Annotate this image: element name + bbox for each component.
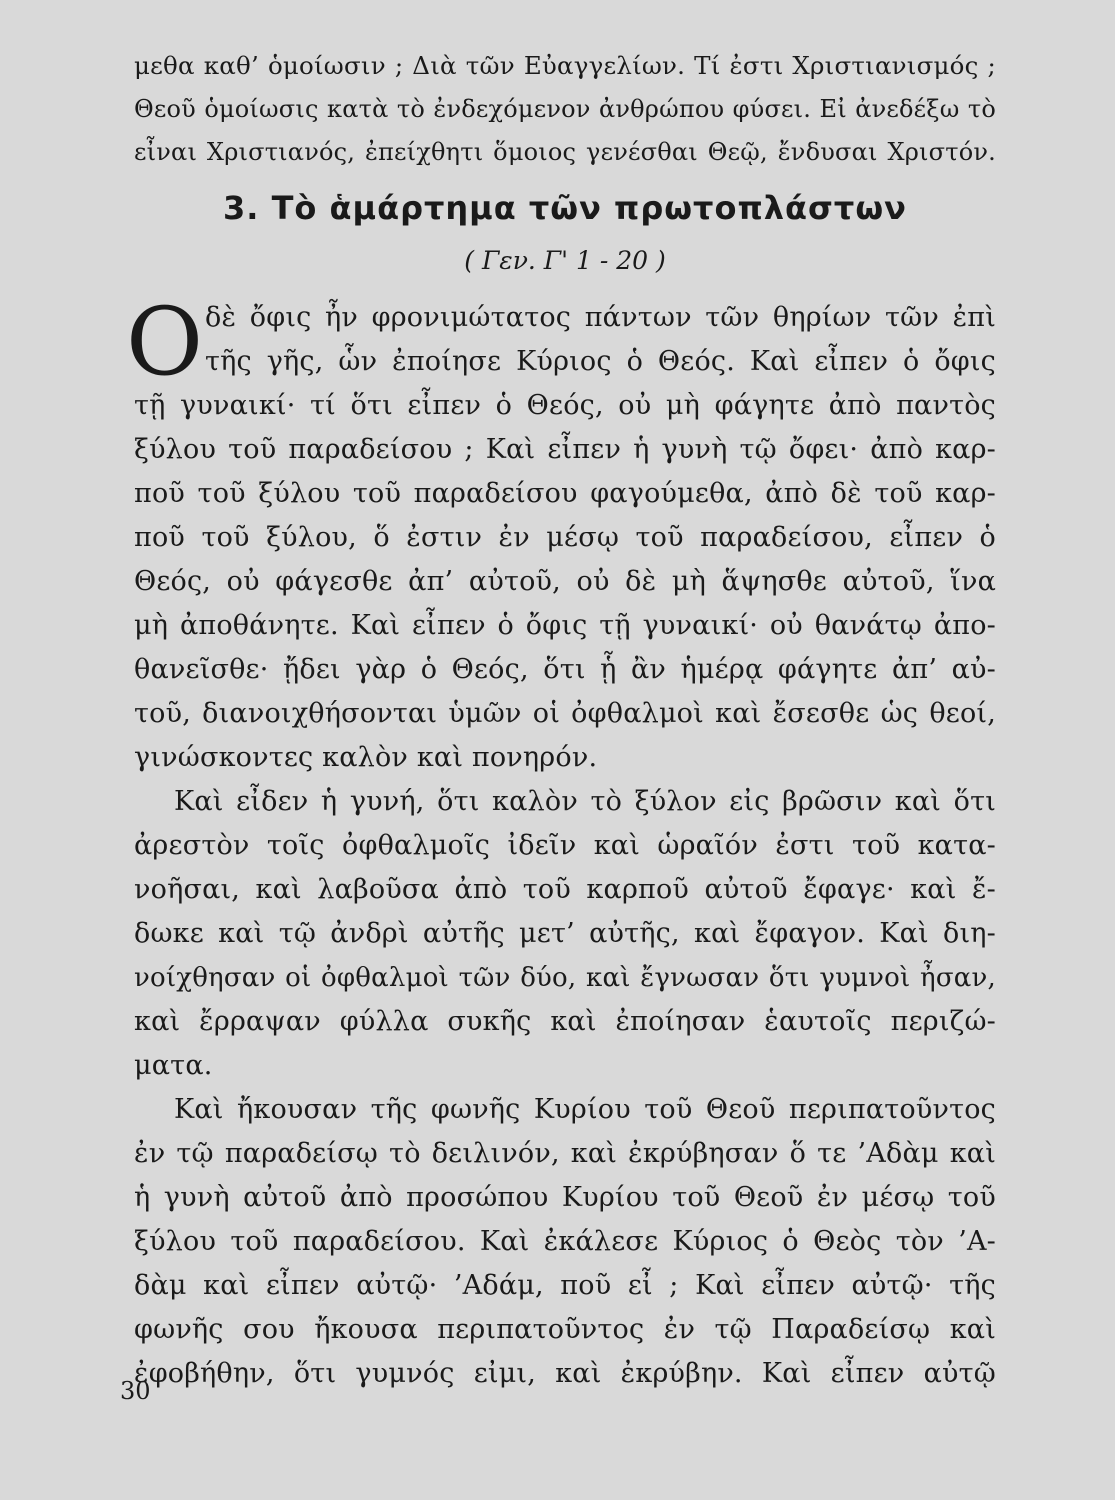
paragraph2-line-1: Καὶ εἶδεν ἡ γυνή, ὅτι καλὸν τὸ ξύλον εἰς βρῶσιν καὶ ὅτι [174, 786, 996, 817]
paragraph1-line-3: τῇ γυναικί· τί ὅτι εἶπεν ὁ Θεός, οὐ μὴ φάγητε ἀπὸ παντὸς [134, 390, 996, 421]
paragraph1-line-9: θανεῖσθε· ᾔδει γὰρ ὁ Θεός, ὅτι ᾗ ἂν ἡμέρᾳ φάγητε ἀπ’ αὐ- [134, 654, 996, 685]
paragraph2-line-7: ματα. [134, 1050, 213, 1081]
drop-cap-letter: Ο [126, 288, 204, 397]
paragraph2-line-4: δωκε καὶ τῷ ἀνδρὶ αὐτῆς μετ’ αὐτῆς, καὶ ἔφαγον. Καὶ διη- [134, 918, 996, 949]
paragraph1-line-10: τοῦ, διανοιχθήσονται ὑμῶν οἱ ὀφθαλμοὶ καὶ ἔσεσθε ὡς θεοί, [134, 698, 996, 729]
intro-line-2: Θεοῦ ὁμοίωσις κατὰ τὸ ἐνδεχόμενον ἀνθρώπου φύσει. Εἰ ἀνεδέξω τὸ [134, 95, 996, 123]
paragraph2-line-5: νοίχθησαν οἱ ὀφθαλμοὶ τῶν δύο, καὶ ἔγνωσαν ὅτι γυμνοὶ ἦσαν, [134, 963, 996, 993]
paragraph3-line-1: Καὶ ἤκουσαν τῆς φωνῆς Κυρίου τοῦ Θεοῦ περιπατοῦντος [174, 1094, 996, 1125]
paragraph1-line-1: δὲ ὄφις ἦν φρονιμώτατος πάντων τῶν θηρίων τῶν ἐπὶ [205, 302, 996, 333]
paragraph2-line-6: καὶ ἔρραψαν φύλλα συκῆς καὶ ἐποίησαν ἑαυτοῖς περιζώ- [134, 1006, 996, 1037]
paragraph1-line-11: γινώσκοντες καλὸν καὶ πονηρόν. [134, 742, 598, 773]
paragraph1-line-7: Θεός, οὐ φάγεσθε ἀπ’ αὐτοῦ, οὐ δὲ μὴ ἅψησθε αὐτοῦ, ἵνα [134, 566, 996, 597]
section-title: 3. Τὸ ἁμάρτημα τῶν πρωτοπλάστων [223, 189, 907, 227]
page-number: 30 [120, 1377, 151, 1405]
paragraph1-line-4: ξύλου τοῦ παραδείσου ; Καὶ εἶπεν ἡ γυνὴ τῷ ὄφει· ἀπὸ καρ- [134, 434, 996, 465]
paragraph1-line-8: μὴ ἀποθάνητε. Καὶ εἶπεν ὁ ὄφις τῇ γυναικί· οὐ θανάτῳ ἀπο- [134, 610, 996, 641]
paragraph1-line-5: ποῦ τοῦ ξύλου τοῦ παραδείσου φαγούμεθα, ἀπὸ δὲ τοῦ καρ- [134, 478, 996, 509]
paragraph3-line-5: δὰμ καὶ εἶπεν αὐτῷ· ’Αδάμ, ποῦ εἶ ; Καὶ εἶπεν αὐτῷ· τῆς [134, 1270, 996, 1301]
paragraph3-line-6: φωνῆς σου ἤκουσα περιπατοῦντος ἐν τῷ Παραδείσῳ καὶ [134, 1314, 996, 1345]
paragraph3-line-2: ἐν τῷ παραδείσῳ τὸ δειλινόν, καὶ ἐκρύβησαν ὅ τε ’Αδὰμ καὶ [134, 1138, 996, 1169]
paragraph1-line-6: ποῦ τοῦ ξύλου, ὅ ἐστιν ἐν μέσῳ τοῦ παραδείσου, εἶπεν ὁ [134, 522, 996, 553]
intro-line-3: εἶναι Χριστιανός, ἐπείχθητι ὅμοιος γενέσθαι Θεῷ, ἔνδυσαι Χριστόν. [134, 138, 996, 166]
paragraph2-line-3: νοῆσαι, καὶ λαβοῦσα ἀπὸ τοῦ καρποῦ αὐτοῦ ἔφαγε· καὶ ἔ- [134, 874, 996, 905]
intro-line-1: μεθα καθ’ ὁμοίωσιν ; Διὰ τῶν Εὐαγγελίων. Τί ἐστι Χριστιανισμός ; [134, 51, 996, 80]
paragraph3-line-7: ἐφοβήθην, ὅτι γυμνός εἰμι, καὶ ἐκρύβην. Καὶ εἶπεν αὐτῷ [134, 1358, 996, 1389]
scripture-reference: ( Γεν. Γ' 1 - 20 ) [464, 246, 666, 275]
paragraph3-line-3: ἡ γυνὴ αὐτοῦ ἀπὸ προσώπου Κυρίου τοῦ Θεοῦ ἐν μέσῳ τοῦ [134, 1182, 996, 1213]
paragraph3-line-4: ξύλου τοῦ παραδείσου. Καὶ ἐκάλεσε Κύριος ὁ Θεὸς τὸν ’Α- [134, 1226, 996, 1257]
paragraph1-line-2: τῆς γῆς, ὧν ἐποίησε Κύριος ὁ Θεός. Καὶ εἶπεν ὁ ὄφις [205, 346, 996, 377]
paragraph2-line-2: ἀρεστὸν τοῖς ὀφθαλμοῖς ἰδεῖν καὶ ὡραῖόν ἐστι τοῦ κατα- [134, 830, 996, 861]
